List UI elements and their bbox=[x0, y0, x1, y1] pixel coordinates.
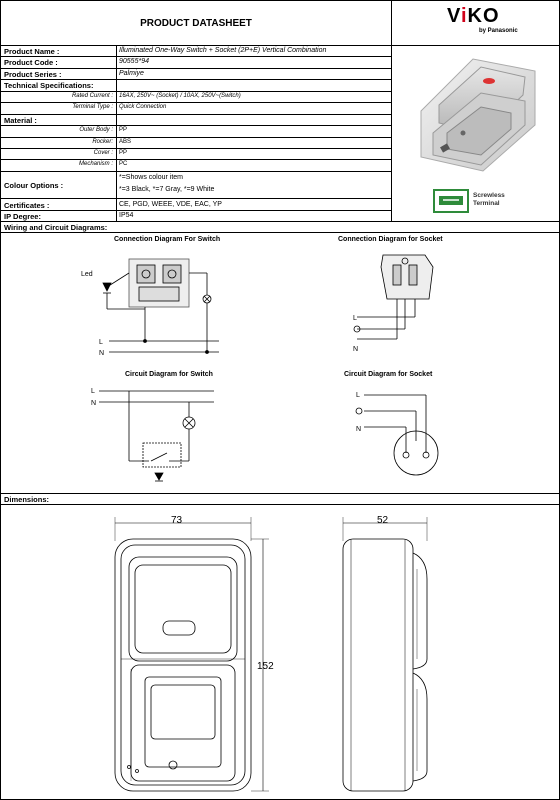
brand-sub: by Panasonic bbox=[479, 28, 518, 34]
circ-switch-title: Circuit Diagram for Switch bbox=[125, 371, 213, 378]
circ-socket-title: Circuit Diagram for Socket bbox=[344, 371, 433, 378]
product-series-value: Palmiye bbox=[119, 70, 144, 77]
dim-depth: 52 bbox=[377, 515, 389, 526]
svg-text:L: L bbox=[353, 315, 357, 322]
switch-connection-diagram bbox=[79, 249, 229, 361]
product-series-label: Product Series : bbox=[4, 70, 62, 79]
svg-text:N: N bbox=[356, 426, 362, 433]
led-label: Led bbox=[81, 271, 93, 278]
ip-degree-value: IP54 bbox=[119, 212, 134, 219]
svg-text:N: N bbox=[91, 400, 97, 407]
svg-text:L: L bbox=[356, 392, 360, 399]
screwless-terminal-icon bbox=[433, 189, 469, 213]
mechanism-value: PC bbox=[119, 161, 128, 167]
colour-options-label: Colour Options : bbox=[4, 181, 64, 190]
conn-socket-title: Connection Diagram for Socket bbox=[338, 236, 443, 243]
product-photo bbox=[411, 53, 541, 173]
outer-body-value: PP bbox=[119, 127, 128, 133]
cover-value: PP bbox=[119, 150, 128, 156]
svg-text:L: L bbox=[91, 388, 95, 395]
screwless-terminal-badge: Screwless Terminal bbox=[473, 192, 505, 207]
rated-current-label: Rated Current : bbox=[71, 93, 113, 99]
product-code-label: Product Code : bbox=[4, 58, 58, 67]
switch-circuit-diagram bbox=[89, 381, 219, 491]
material-label: Material : bbox=[4, 116, 37, 125]
technical-spec-label: Technical Specifications: bbox=[4, 81, 94, 90]
rocker-label: Rocker: bbox=[92, 139, 113, 145]
product-name-label: Product Name : bbox=[4, 47, 60, 56]
side-view-drawing bbox=[331, 509, 441, 797]
header-divider bbox=[391, 1, 392, 221]
conn-switch-title: Connection Diagram For Switch bbox=[114, 236, 221, 243]
rocker-value: ABS bbox=[119, 139, 132, 145]
certificates-value: CE, PGD, WEEE, VDE, EAC, YP bbox=[119, 201, 222, 208]
dimensions-section-label: Dimensions: bbox=[4, 495, 50, 504]
header-bottom-line bbox=[1, 45, 559, 46]
dim-width: 73 bbox=[171, 515, 183, 526]
socket-connection-diagram bbox=[343, 249, 453, 361]
mechanism-label: Mechanism : bbox=[78, 161, 113, 167]
colour-options-line1: *=Shows colour item bbox=[119, 174, 184, 181]
brand-logo: ViKO bbox=[447, 5, 500, 27]
wiring-section-label: Wiring and Circuit Diagrams: bbox=[4, 223, 108, 232]
dim-height: 152 bbox=[257, 661, 274, 672]
ip-degree-label: IP Degree: bbox=[4, 212, 41, 221]
product-code-value: 90555*94 bbox=[119, 58, 149, 65]
cover-label: Cover : bbox=[93, 150, 113, 156]
front-view-drawing bbox=[101, 509, 281, 797]
product-name-value: Illuminated One-Way Switch + Socket (2P+E) Vertical Combination bbox=[119, 47, 327, 54]
rated-current-value: 16AX, 250V~ (Socket) / 10AX, 250V~(Switch) bbox=[119, 93, 241, 99]
terminal-type-label: Terminal Type : bbox=[72, 104, 113, 110]
outer-body-label: Outer Body : bbox=[79, 127, 113, 133]
certificates-label: Certificates : bbox=[4, 201, 50, 210]
line-L-label: L bbox=[99, 339, 103, 346]
terminal-type-value: Quick Connection bbox=[119, 104, 167, 110]
colour-options-line2: *=3 Black, *=7 Gray, *=9 White bbox=[119, 186, 215, 193]
svg-text:N: N bbox=[353, 346, 359, 353]
line-N-label: N bbox=[99, 350, 105, 357]
socket-circuit-diagram bbox=[346, 381, 446, 491]
page-title: PRODUCT DATASHEET bbox=[140, 17, 252, 29]
